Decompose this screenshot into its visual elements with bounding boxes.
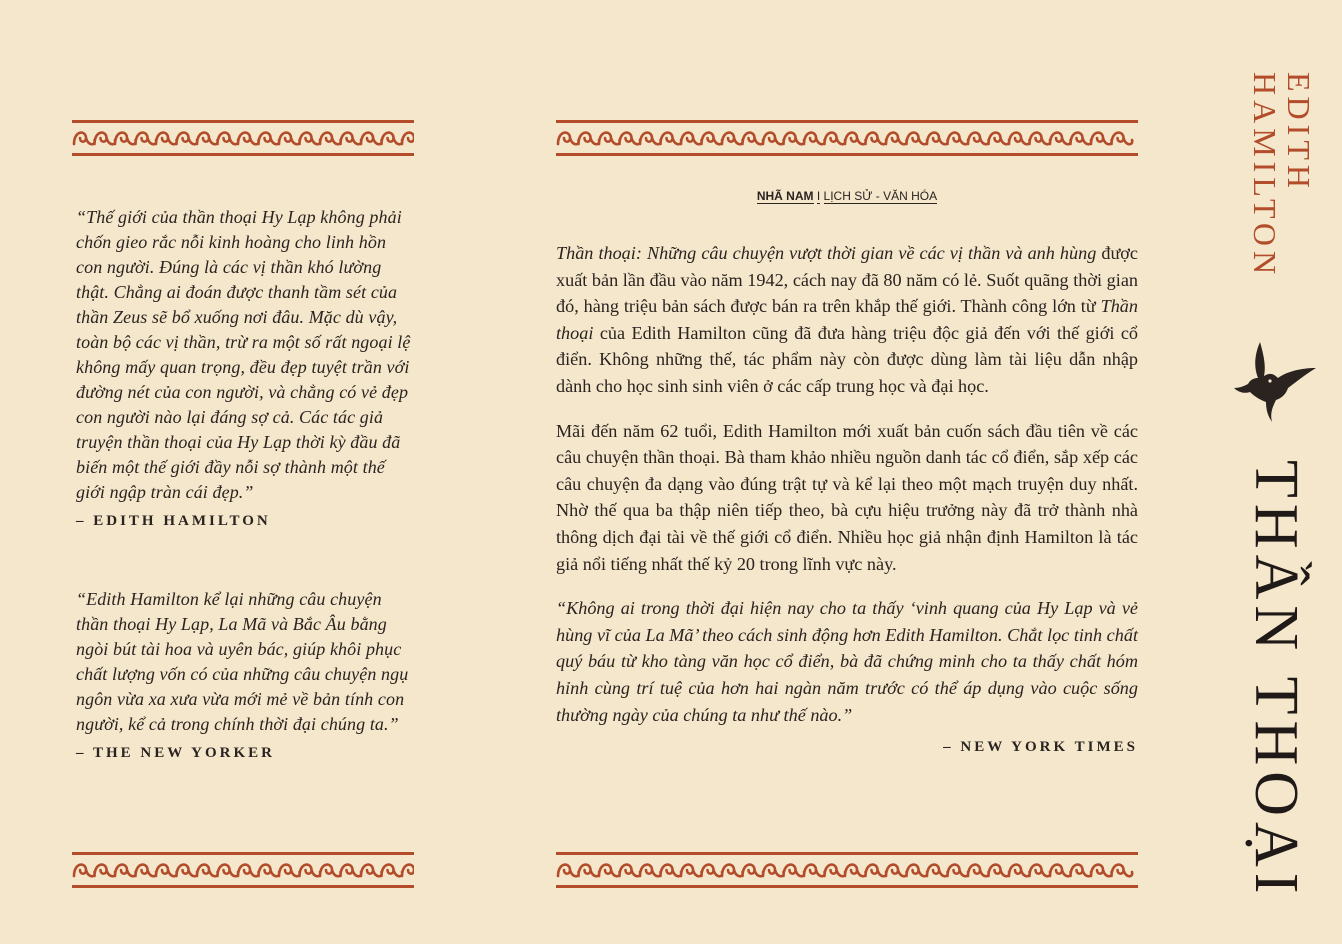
review-attribution: – NEW YORK TIMES (943, 739, 1138, 756)
quote-attribution: – THE NEW YORKER (76, 745, 276, 761)
ornament-border-top-right (556, 118, 1138, 158)
blurb-column (556, 240, 1138, 761)
book-title-short-italic: Thần thoại (556, 296, 1138, 343)
publisher-separator: I (816, 189, 821, 203)
spine-author-last: HAMILTON (1247, 72, 1283, 280)
publisher-brand: NHÃ NAM (756, 189, 814, 203)
bird-icon (1230, 338, 1320, 423)
quote-text: “Edith Hamilton kể lại những câu chuyện thần thoại Hy Lạp, La Mã và Bắc Âu bằng ngòi bút tài hoa và uyên bác, giúp khôi phục chất lượng vốn có của những câu chuyện ngụ ngôn vừa xa xưa vừa mới mẻ về bản tính con người, kể cả trong chính thời đại chúng ta.” (76, 589, 409, 734)
back-cover-quote-1 (76, 205, 416, 530)
review-quote: “Không ai trong thời đại hiện nay cho ta thấy ‘vinh quang của Hy Lạp và vẻ hùng vĩ của La Mã’ theo cách sinh động hơn Edith Hamilton. Chắt lọc tinh chất quý báu từ kho tàng văn học cổ điển, bà đã chứng minh cho ta thấy chất hóm hỉnh cùng trí tuệ của hơn hai ngàn năm trước có thể áp dụng vào cuộc sống thường ngày của chúng ta như thế nào.” (556, 598, 1138, 725)
publisher-category: LỊCH SỬ - VĂN HÓA (823, 189, 938, 203)
book-title-italic: Thần thoại: Những câu chuyện vượt thời gian về các vị thần và anh hùng (556, 243, 1097, 263)
spine-author (1236, 72, 1316, 302)
spine-title-text: THẦN THOẠI (1242, 460, 1310, 900)
quote-attribution: – EDITH HAMILTON (76, 513, 271, 529)
quote-text: “Thế giới của thần thoại Hy Lạp không phải chốn gieo rắc nỗi kinh hoàng cho linh hồn con người. Đúng là các vị thần khó lường thật. Chẳng ai đoán được thanh tầm sét của thần Zeus sẽ bổ xuống nơi đâu. Mặc dù vậy, toàn bộ các vị thần, trừ ra một số rất ngoại lệ không mấy quan trọng, đều đẹp tuyệt trần với đường nét của con người, và chẳng có vẻ đẹp con người nào lại đáng sợ cả. Các tác giả truyện thần thoại của Hy Lạp thời kỳ đầu đã biến một thế giới đầy nỗi sợ thành một thế giới ngập tràn cái đẹp.” (76, 207, 411, 502)
spine-title (1236, 460, 1316, 940)
ornament-border-top-left (72, 118, 414, 158)
back-cover-quote-2 (76, 587, 416, 762)
spine-author-first: EDITH (1281, 72, 1317, 193)
blurb-paragraph-1: Thần thoại: Những câu chuyện vượt thời gian về các vị thần và anh hùng được xuất bản lần đầu vào năm 1942, cách nay đã 80 năm có lẻ. Suốt quãng thời gian đó, hàng triệu bản sách được bán ra trên khắp thế giới. Thành công lớn từ Thần thoại của Edith Hamilton cũng đã đưa hàng triệu độc giả đến với thế giới cổ điển. Không những thế, tác phẩm này còn được dùng làm tài liệu dẫn nhập dành cho học sinh sinh viên ở các cấp trung học và đại học. (556, 243, 1138, 396)
ornament-border-bottom-left (72, 850, 414, 890)
publisher-line (556, 189, 1138, 203)
ornament-border-bottom-right (556, 850, 1138, 890)
blurb-paragraph-2: Mãi đến năm 62 tuổi, Edith Hamilton mới xuất bản cuốn sách đầu tiên về các câu chuyện thần thoại. Bà tham khảo nhiều nguồn danh tác cổ điển, sắp xếp các câu chuyện đa dạng vào đúng trật tự và kể lại theo một mạch truyện duy nhất. Nhờ thế qua ba thập niên tiếp theo, bà cựu hiệu trưởng này đã trở thành nhà thông dịch đại tài về thế giới cổ điển. Nhiều học giả nhận định Hamilton là tác giả nổi tiếng nhất thế kỷ 20 trong lĩnh vực này. (556, 420, 1138, 574)
